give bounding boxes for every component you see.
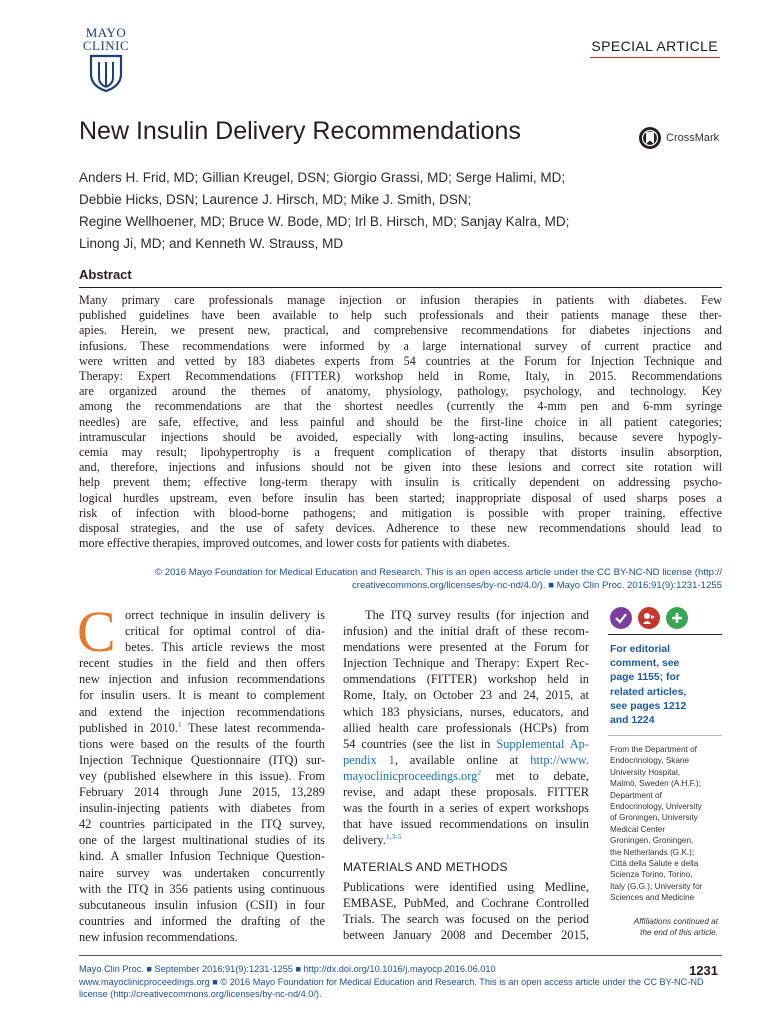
- body-line: subcutaneous insulin infusion (CSII) in four: [79, 897, 325, 912]
- copyright-line[interactable]: © 2016 Mayo Foundation for Medical Education and Research. This is an open access article under the CC BY-NC-ND license (http://: [155, 567, 722, 578]
- editorial-line: comment, see: [610, 658, 680, 670]
- affiliation-line: Malmö, Sweden (A.H.F.);: [610, 779, 701, 789]
- body-line: Injection Technique Questionnaire (ITQ) sur-: [79, 752, 325, 767]
- body-line: recent studies in the field and then offers: [79, 656, 325, 671]
- body-line: between January 2008 and December 2015,: [343, 928, 589, 943]
- body-line-with-link: [343, 752, 589, 768]
- body-line-with-link: [343, 736, 589, 752]
- methods-text: [343, 879, 589, 943]
- footer-citation[interactable]: Mayo Clin Proc. ■ September 2016;91(9):1231-1255 ■ http://dx.doi.org/10.1016/j.mayocp.2016.06.010: [79, 964, 496, 974]
- page-footer: [79, 963, 704, 1001]
- editorial-line: and 1224: [610, 715, 655, 727]
- abstract-line: risk of infection with blood-borne pathogens; and mitigation is possible with proper training, effective: [79, 505, 722, 520]
- body-line: one of the largest multinational studies of its: [79, 833, 325, 848]
- body-line: allied health care professionals (HCPs) from: [343, 720, 589, 735]
- editorial-note[interactable]: [610, 643, 722, 728]
- shield-icon: [88, 54, 124, 92]
- body-line: with the ITQ in 356 patients using continuous: [79, 881, 325, 896]
- abstract-line: infusions. These recommendations were informed by a large international survey of current practice and: [79, 338, 722, 353]
- editorial-line: related articles,: [610, 686, 687, 698]
- crossmark-icon: [638, 126, 662, 150]
- abstract-line: logical hurdles upstream, even before insulin has been started; inappropriate disposal of used sharps poses a: [79, 490, 722, 505]
- affiliation-line: Endocrinology, University: [610, 802, 702, 812]
- body-line: The ITQ survey results (for injection and: [365, 608, 589, 622]
- body-line: infusion) and the initial draft of these recom-: [343, 624, 589, 639]
- author-line: Linong Ji, MD; and Kenneth W. Strauss, MD: [79, 236, 344, 251]
- sidebar-divider: [608, 634, 722, 635]
- body-column-2: [343, 607, 589, 848]
- text-span: These latest recommenda-: [181, 720, 325, 735]
- abstract-line: cemia may result; lipohypertrophy is a frequent complication of therapy that distorts insulin absorption,: [79, 445, 722, 460]
- abstract-line: Many primary care professionals manage injection or infusion therapies in patients with diabetes. Few: [79, 293, 722, 307]
- affiliations: [610, 744, 722, 904]
- abstract-line: needles) are safe, effective, and less painful and should be the first-line choice in all patient categories;: [79, 414, 722, 429]
- crossmark-badge[interactable]: [638, 126, 719, 150]
- methods-heading: MATERIALS AND METHODS: [343, 860, 508, 874]
- sidebar-icon-row: [610, 607, 688, 629]
- body-column-1: [79, 607, 325, 945]
- body-line: vey (published elsewhere in this issue). From: [79, 768, 325, 783]
- affiliation-line: Sciences and Medicine: [610, 893, 695, 903]
- body-line: insulin-injecting patients with diabetes from: [79, 801, 325, 816]
- abstract-line: are organized around the themes of anatomy, physiology, pathology, psychology, and technology. Key: [79, 384, 722, 399]
- body-line: which 183 physicians, nurses, educators, and: [343, 704, 589, 719]
- affiliation-line: Medical Center: [610, 824, 666, 834]
- sidebar-divider: [608, 735, 722, 736]
- body-line: February 2014 through June 2015, 13,289: [79, 785, 325, 800]
- body-line: Rome, Italy, on October 23 and 24, 2015, at: [343, 688, 589, 703]
- body-line: Trials. The search was focused on the period: [343, 912, 589, 927]
- body-line: and extend the injection recommendations: [79, 704, 325, 719]
- section-divider: [590, 57, 720, 58]
- body-line: orrect technique in insulin delivery is: [125, 608, 325, 622]
- affiliation-note-line: Affiliations continued at: [633, 917, 718, 926]
- affiliation-line: the Netherlands (G.K.);: [610, 847, 695, 857]
- text-span: 54 countries (see the list in: [343, 736, 497, 751]
- body-line: new infusion recommendations.: [79, 929, 238, 944]
- editorial-line: page 1155; for: [610, 672, 680, 684]
- section-label: SPECIAL ARTICLE: [591, 38, 718, 54]
- abstract-line: published guidelines have been available to help such professionals and their patients manage these ther-: [79, 308, 722, 323]
- logo-word-1: MAYO: [85, 25, 127, 40]
- plus-badge-icon[interactable]: [666, 607, 688, 629]
- author-line: Debbie Hicks, DSN; Laurence J. Hirsch, MD; Mike J. Smith, DSN;: [79, 192, 472, 207]
- journal-website-link[interactable]: http://www.: [530, 752, 589, 767]
- body-line: kind. A smaller Infusion Technique Question-: [79, 849, 325, 864]
- body-line: was the fourth in a series of expert workshops: [343, 801, 589, 816]
- author-list: [79, 167, 639, 255]
- affiliation-line: Italy (G.G.); University for: [610, 881, 703, 891]
- body-line: critical for optimal control of dia-: [125, 624, 325, 639]
- footer-divider: [79, 955, 722, 956]
- body-line: mendations were presented at the Forum for: [343, 640, 589, 655]
- footer-license[interactable]: www.mayoclinicproceedings.org ■ © 2016 Mayo Foundation for Medical Education and Research. This is an open access article under the CC BY-NC-ND: [79, 976, 704, 987]
- reference-1[interactable]: 1: [177, 719, 182, 729]
- affiliation-line: Città della Salute e della: [610, 859, 699, 869]
- checkmark-badge-icon[interactable]: [610, 607, 632, 629]
- body-line: revise, and adapt these proposals. FITTER: [343, 785, 589, 800]
- affiliation-line: Groningen, Groningen,: [610, 836, 694, 846]
- body-line: Injection Technique and Therapy: Expert Rec-: [343, 656, 589, 671]
- crossmark-label: CrossMark: [666, 132, 720, 144]
- footer-license[interactable]: license (http://creativecommons.org/licenses/by-nc-nd/4.0/).: [79, 989, 322, 999]
- supplemental-appendix-link[interactable]: pendix 1: [343, 752, 395, 767]
- abstract-line: were written and vetted by 183 diabetes experts from 54 countries at the Forum for Injection Technique and: [79, 353, 722, 368]
- body-line: naire survey was undertaken concurrently: [79, 865, 325, 880]
- text-span: published in 2010.: [79, 720, 178, 735]
- drop-cap: C: [77, 599, 116, 664]
- author-line: Anders H. Frid, MD; Gillian Kreugel, DSN; Giorgio Grassi, MD; Serge Halimi, MD;: [79, 170, 566, 185]
- text-span: met to debate,: [481, 768, 589, 783]
- body-line: betes. This article reviews the most: [125, 640, 325, 655]
- copyright-notice: [92, 566, 722, 592]
- author-line: Regine Wellhoener, MD; Bruce W. Bode, MD; Irl B. Hirsch, MD; Sanjay Kalra, MD;: [79, 214, 570, 229]
- body-line-with-reference: [343, 832, 589, 848]
- abstract-line: Therapy: Expert Recommendations (FITTER) workshop held in Rome, Italy, in 2015. Recommendations: [79, 369, 722, 384]
- page-number: 1231: [689, 963, 718, 978]
- abstract-line: disposal strategies, and the use of safety devices. Adherence to these new recommendations should lead to: [79, 521, 722, 536]
- body-line: new injection and infusion recommendations: [79, 672, 325, 687]
- multimedia-icon[interactable]: [638, 607, 660, 629]
- supplemental-appendix-link[interactable]: Supplemental Ap-: [496, 736, 589, 751]
- affiliation-note-line: the end of this article.: [640, 928, 718, 938]
- text-span: , available online at: [394, 752, 531, 767]
- mayo-clinic-logo: [78, 26, 134, 92]
- abstract-line: among the recommendations are that the shortest needles (currently the 4-mm pen and 6-mm syringe: [79, 399, 722, 414]
- abstract-line: and, therefore, injections and infusions should not be given into these lesions and correct site rotation will: [79, 460, 722, 475]
- body-line: Publications were identified using Medline,: [343, 880, 589, 894]
- article-title: New Insulin Delivery Recommendations: [79, 117, 521, 145]
- body-line-with-link: [343, 768, 589, 784]
- body-line: tions were based on the results of the fourth: [79, 736, 325, 751]
- abstract-divider: [79, 287, 722, 288]
- affiliation-line: of Groningen, University: [610, 813, 698, 823]
- body-line-with-reference: [79, 720, 325, 736]
- affiliation-line: From the Department of: [610, 745, 697, 754]
- abstract-heading: Abstract: [79, 267, 132, 282]
- affiliation-line: Scienza Torino, Torino,: [610, 870, 693, 880]
- affiliation-line: Department of: [610, 790, 662, 800]
- reference-2[interactable]: 2: [477, 767, 482, 777]
- affiliation-line: Endocrinology, Skane: [610, 756, 690, 766]
- reference-1-3-5[interactable]: 1,3-5: [385, 832, 402, 842]
- editorial-line: For editorial: [610, 644, 671, 655]
- body-line: EMBASE, PubMed, and Cochrane Controlled: [343, 896, 589, 911]
- body-line: 42 countries participated in the ITQ survey,: [79, 817, 325, 832]
- abstract-line: more effective therapies, improved outcomes, and lower costs for patients with diabetes.: [79, 536, 510, 551]
- text-span: delivery.: [343, 833, 386, 848]
- journal-website-link[interactable]: mayoclinicproceedings.org: [343, 768, 478, 783]
- copyright-line[interactable]: creativecommons.org/licenses/by-nc-nd/4.0/). ■ Mayo Clin Proc. 2016;91(9):1231-1255: [351, 580, 722, 591]
- logo-word-2: CLINIC: [82, 38, 130, 53]
- abstract-line: intramuscular injections should be avoided, especially with long-acting insulins, because severe hypogly-: [79, 429, 722, 444]
- affiliation-line: University Hospital,: [610, 767, 681, 777]
- body-line: for insulin users. It is meant to complement: [79, 688, 325, 703]
- editorial-line: see pages 1212: [610, 700, 687, 712]
- body-line: countries and informed the drafting of the: [79, 913, 325, 928]
- abstract-text: [79, 293, 722, 551]
- affiliations-continued-note: [634, 916, 718, 939]
- abstract-line: help prevent them; effective long-term therapy with insulin is critically dependent on addressing psycho-: [79, 475, 722, 490]
- body-line: that have issued recommendations on insulin: [343, 817, 589, 832]
- abstract-line: apies. Herein, we present new, practical, and comprehensive recommendations for diabetes injections and: [79, 323, 722, 338]
- body-line: ommendations (FITTER) workshop held in: [343, 672, 589, 687]
